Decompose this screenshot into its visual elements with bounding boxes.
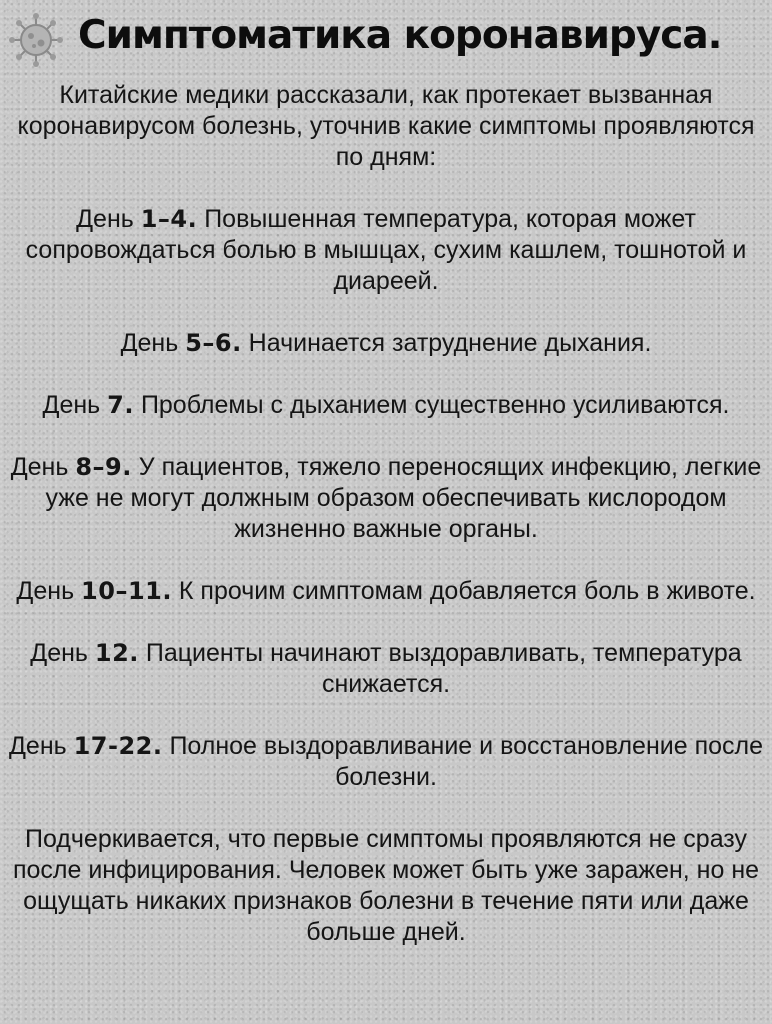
day-label: День bbox=[42, 391, 101, 419]
day-description: Начинается затруднение дыхания. bbox=[248, 329, 652, 357]
day-range: 5–6. bbox=[185, 329, 242, 357]
day-label: День bbox=[30, 639, 88, 667]
day-label: День bbox=[16, 577, 75, 605]
header bbox=[0, 8, 772, 76]
day-description: Пациенты начинают выздоравливать, температура снижается. bbox=[145, 639, 742, 698]
intro-paragraph: Китайские медики рассказали, как протекает вызванная коронавирусом болезнь, уточнив какие симптомы проявляются по дням: bbox=[17, 81, 755, 171]
day-range: 1–4. bbox=[140, 205, 198, 233]
day-range: 17-22. bbox=[73, 732, 163, 760]
day-label: День bbox=[10, 453, 69, 481]
virus-icon bbox=[8, 12, 64, 68]
day-entry-5-6 bbox=[0, 328, 772, 359]
day-label: День bbox=[120, 329, 179, 357]
day-description: У пациентов, тяжело переносящих инфекцию, легкие уже не могут должным образом обеспечивать кислородом жизненно важные органы. bbox=[45, 453, 762, 543]
day-entry-10-11 bbox=[0, 576, 772, 607]
day-entry-17-22 bbox=[0, 731, 772, 793]
day-range: 7. bbox=[107, 391, 134, 419]
page-title: Симптоматика коронавируса. bbox=[78, 13, 722, 58]
day-description: К прочим симптомам добавляется боль в животе. bbox=[178, 577, 756, 605]
day-description: Проблемы с дыханием существенно усиливаются. bbox=[140, 391, 730, 419]
day-range: 12. bbox=[94, 639, 139, 667]
day-description: Повышенная температура, которая может сопровождаться болью в мышцах, сухим кашлем, тошнотой и диареей. bbox=[25, 205, 747, 295]
day-entry-8-9 bbox=[0, 452, 772, 545]
day-label: День bbox=[76, 205, 134, 233]
footer-paragraph: Подчеркивается, что первые симптомы проявляются не сразу после инфицирования. Человек может быть уже заражен, но не ощущать никаких признаков болезни в течение пяти или даже больше дней. bbox=[12, 825, 760, 946]
day-entry-1-4 bbox=[0, 204, 772, 297]
day-range: 10–11. bbox=[81, 577, 172, 605]
day-label: День bbox=[8, 732, 67, 760]
day-range: 8–9. bbox=[75, 453, 132, 481]
day-entry-7 bbox=[0, 390, 772, 421]
day-entry-12 bbox=[0, 638, 772, 700]
day-description: Полное выздоравливание и восстановление после болезни. bbox=[169, 732, 764, 791]
